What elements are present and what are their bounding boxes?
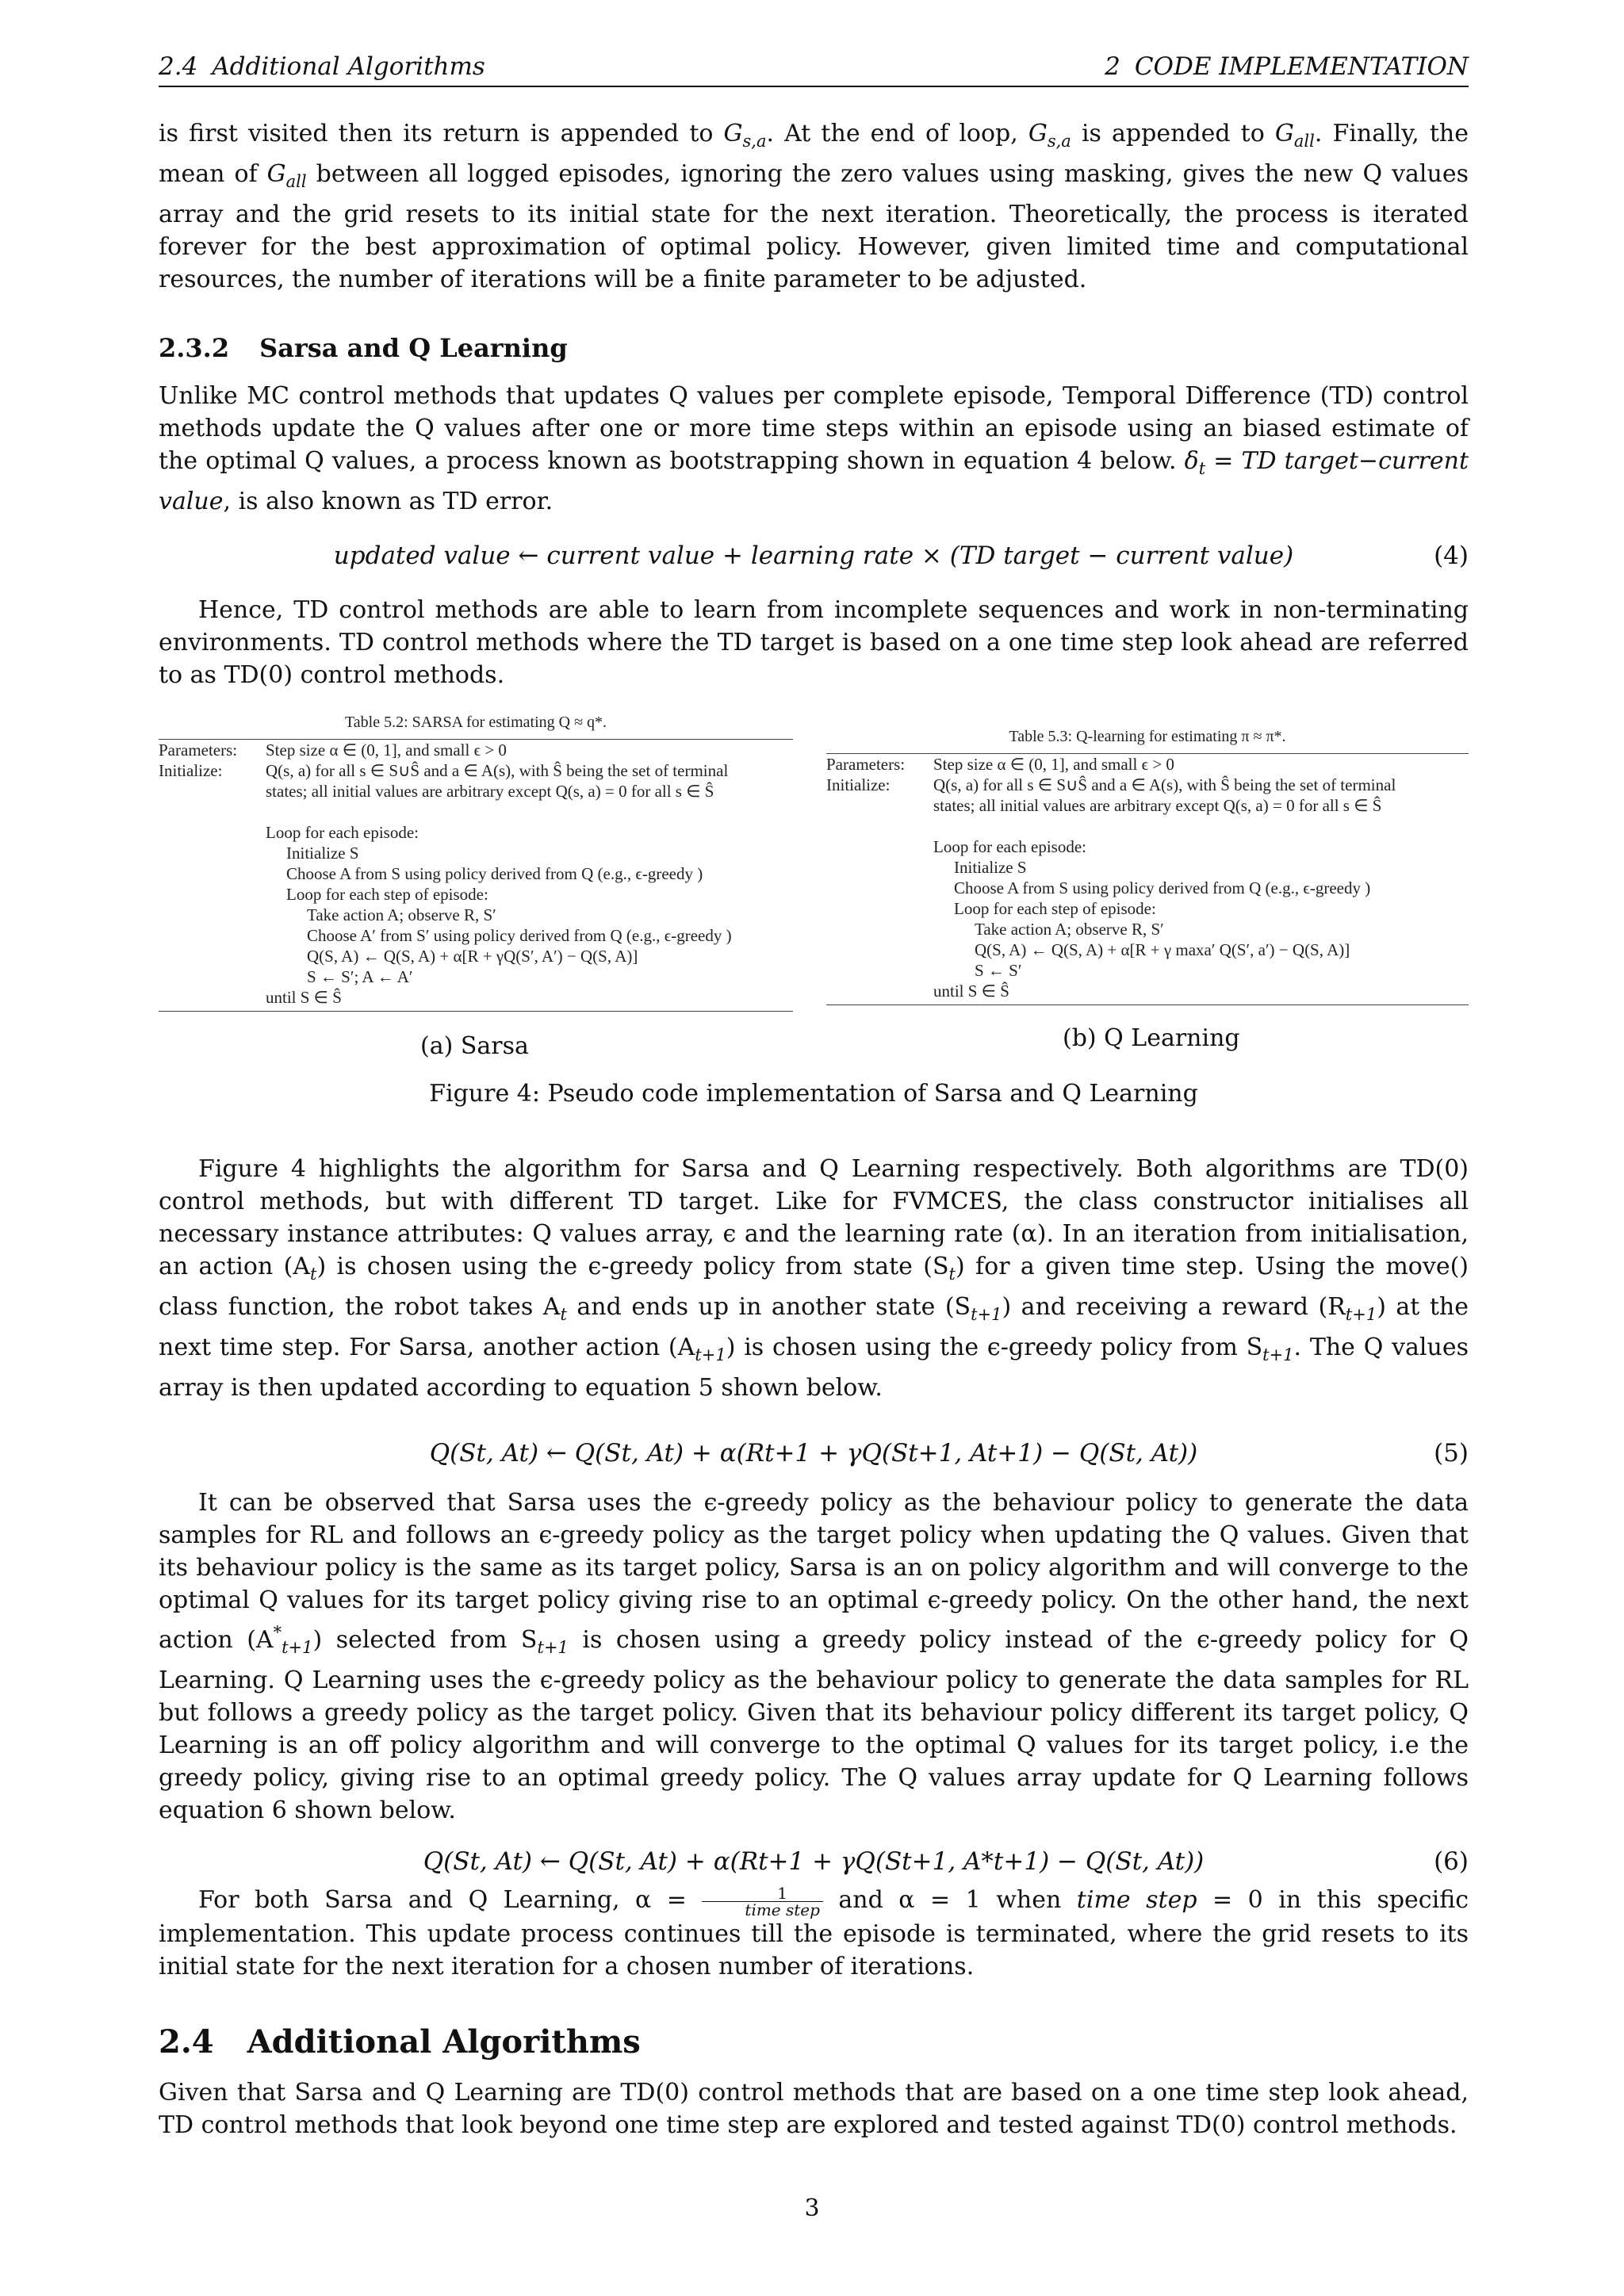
header-left: 2.4 Additional Algorithms <box>159 52 485 81</box>
sarsa-table-caption: Table 5.2: SARSA for estimating Q ≈ q*. <box>344 714 607 731</box>
intro-paragraph: is first visited then its return is appended to $G_{s,a}$. At the end of loop, $G_{s,a}$ is appended to $G_{all}$. Finally, the mean of $G_{all}$ between all logged episodes, ignoring the zero values using masking, gives the new Q values array and the grid resets to its initial state for the next iteration. Theoretically, the process is iterated forever for the best approximation of optimal policy. However, given limited time and computational resources, the number of iterations will be a finite parameter to be adjusted. <box>159 120 1469 293</box>
figure-4-caption: Figure 4: Pseudo code implementation of Sarsa and Q Learning <box>429 1080 1198 1108</box>
td-intro-paragraph: Unlike MC control methods that updates Q values per complete episode, Temporal Difference (TD) control methods update the Q values after one or more time steps within an episode using an biased estimate of the optimal Q values, a process known as bootstrapping shown in equation 4 below. $\delta_t$ = TD target−current value, is also known as TD error. <box>159 382 1469 515</box>
equation-6: Q(St, At) ← Q(St, At) + α(Rt+1 + γQ(St+1, A*t+1) − Q(St, At)) (6) <box>423 1847 1469 1876</box>
figure-4 <box>159 712 1469 1108</box>
on-off-policy-paragraph: It can be observed that Sarsa uses the ϵ-greedy policy as the behaviour policy to generate the data samples for RL and follows an ϵ-greedy policy as the target policy when updating the Q values. Given that its behaviour policy is the same as its target policy, Sarsa is an on policy algorithm and will converge to the optimal Q values for its target policy giving rise to an optimal ϵ-greedy policy. On the other hand, the next action $(A^*_{t+1})$ selected from $S_{t+1}$ is chosen using a greedy policy instead of the ϵ-greedy policy for Q Learning. Q Learning uses the ϵ-greedy policy as the behaviour policy to generate the data samples for RL but follows a greedy policy as the target policy. Given that its behaviour policy different its target policy, Q Learning is an off policy algorithm and will converge to the optimal Q values for its target policy, i.e the greedy policy, giving rise to an optimal greedy policy. The Q values array update for Q Learning follows equation 6 shown below. <box>159 1489 1469 1824</box>
subcaption-qlearning: (b) Q Learning <box>1063 1024 1240 1052</box>
td-zero-paragraph: Hence, TD control methods are able to learn from incomplete sequences and work in non-terminating environments. TD control methods where the TD target is based on a one time step look ahead are referred to as TD(0) control methods. <box>159 596 1469 689</box>
section-heading-2-3-2: 2.3.2 Sarsa and Q Learning <box>159 333 568 363</box>
learning-rate-paragraph: For both Sarsa and Q Learning, α = $\frac{1}{\text{time step}}$ and α = 1 when time step = 0 in this specific implementation. This update process continues till the episode is terminated, where the grid resets to its initial state for the next iteration for a chosen number of iterations. <box>159 1883 1469 1980</box>
running-header <box>159 51 1469 87</box>
equation-4: updated value ← current value + learning rate × (TD target − current value) (4) <box>333 541 1469 570</box>
page-number: 3 <box>804 2195 820 2222</box>
sarsa-pseudocode: Table 5.2: SARSA for estimating Q ≈ q*. Parameters: Step size α ∈ (0, 1], and small ϵ > 0 Initialize: Q(s, a) for all s ∈ S∪Ŝ and a ∈ A(s), with Ŝ being the set of terminal states; all initial values are arbitrary except Q(s, a) = 0 for all s ∈ Ŝ Loop for each episode: Initialize S Choose A from S using policy derived from Q (e.g., ϵ-greedy ) Loop for each step of episode: Take action A; observe R, S′ Choose A′ from S′ using policy derived from Q (e.g., ϵ-greedy ) Q(S, A) ← Q(S, A) + α[R + γQ(S′, A′) − Q(S, A)] S ← S′; A ← A′ until S ∈ Ŝ <box>159 712 793 1012</box>
sarsa-params-table: Parameters: Step size α ∈ (0, 1], and small ϵ > 0 Initialize: Q(s, a) for all s ∈ S∪Ŝ and a ∈ A(s), with Ŝ being the set of terminal states; all initial values are arbitrary except Q(s, a) = 0 for all s ∈ Ŝ <box>159 740 729 801</box>
subcaption-sarsa: (a) Sarsa <box>420 1032 529 1060</box>
qlearning-table-caption: Table 5.3: Q-learning for estimating π ≈ π*. <box>1009 728 1286 745</box>
algorithm-description-paragraph: Figure 4 highlights the algorithm for Sarsa and Q Learning respectively. Both algorithms are TD(0) control methods, but with different TD target. Like for FVMCES, the class constructor initialises all necessary instance attributes: Q values array, ϵ and the learning rate (α). In an iteration from initialisation, an action $(A_t)$ is chosen using the ϵ-greedy policy from state $(S_t)$ for a given time step. Using the move() class function, the robot takes $A_t$ and ends up in another state $(S_{t+1})$ and receiving a reward $(R_{t+1})$ at the next time step. For Sarsa, another action $(A_{t+1})$ is chosen using the ϵ-greedy policy from $S_{t+1}$. The Q values array is then updated according to equation 5 shown below. <box>159 1155 1469 1402</box>
additional-algorithms-paragraph: Given that Sarsa and Q Learning are TD(0) control methods that are based on a one time step look ahead, TD control methods that look beyond one time step are explored and tested against TD(0) control methods. <box>159 2078 1469 2139</box>
equation-5: Q(St, At) ← Q(St, At) + α(Rt+1 + γQ(St+1, At+1) − Q(St, At)) (5) <box>429 1439 1469 1468</box>
qlearning-params-table: Parameters: Step size α ∈ (0, 1], and small ϵ > 0 Initialize: Q(s, a) for all s ∈ S∪Ŝ and a ∈ A(s), with Ŝ being the set of terminal states; all initial values are arbitrary except Q(s, a) = 0 for all s ∈ Ŝ <box>826 755 1396 815</box>
section-heading-2-4: 2.4 Additional Algorithms <box>159 2022 641 2061</box>
alpha-fraction: $\frac{1}{\text{time step}}$ <box>702 1885 823 1918</box>
qlearning-pseudocode: Table 5.3: Q-learning for estimating π ≈ π*. Parameters: Step size α ∈ (0, 1], and small ϵ > 0 Initialize: Q(s, a) for all s ∈ S∪Ŝ and a ∈ A(s), with Ŝ being the set of terminal states; all initial values are arbitrary except Q(s, a) = 0 for all s ∈ Ŝ Loop for each episode: Initialize S Choose A from S using policy derived from Q (e.g., ϵ-greedy ) Loop for each step of episode: Take action A; observe R, S′ Q(S, A) ← Q(S, A) + α[R + γ maxa′ Q(S′, a′) − Q(S, A)] S ← S′ until S ∈ Ŝ <box>826 726 1469 1005</box>
header-right: 2 CODE IMPLEMENTATION <box>1105 52 1469 81</box>
page-content <box>159 51 1469 2141</box>
